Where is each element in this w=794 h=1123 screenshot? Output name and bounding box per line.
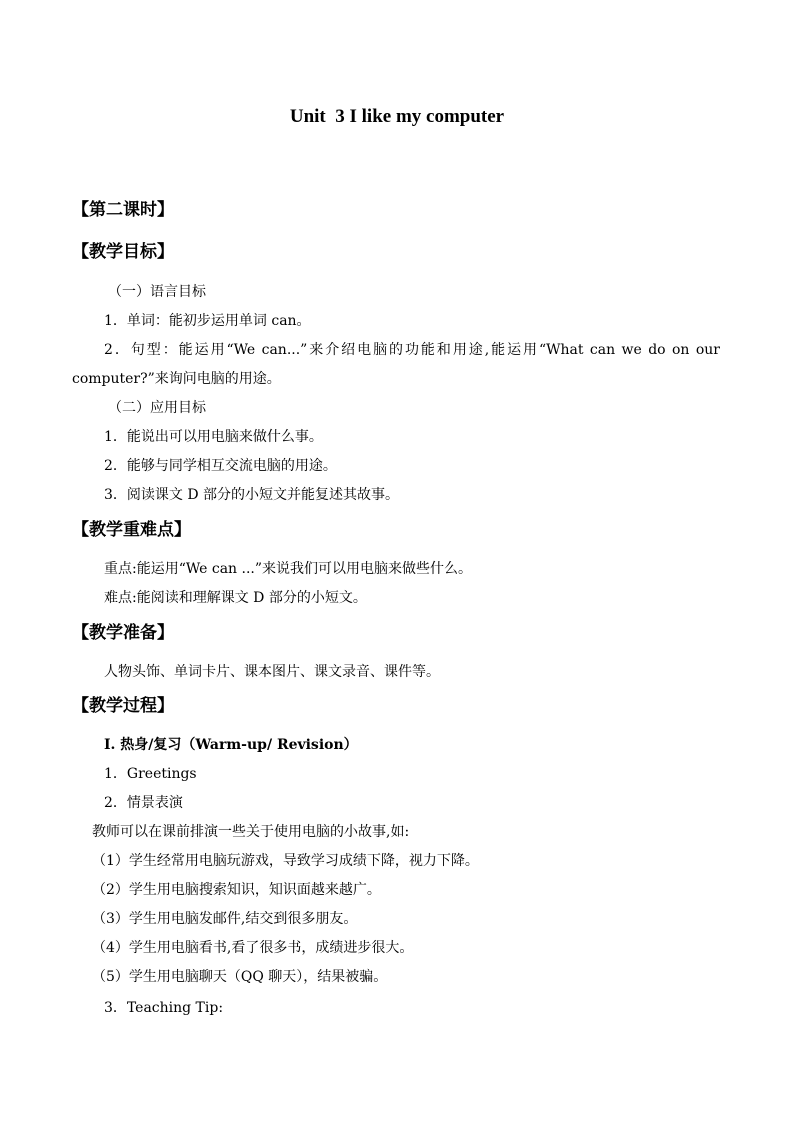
step-1-intro: 教师可以在课前排演一些关于使用电脑的小故事,如: [92, 824, 410, 840]
page-title: Unit 3 I like my computer [289, 106, 505, 127]
process-heading: 【教学过程】 [72, 696, 174, 716]
key-point-focus: 重点:能运用“We can ...”来说我们可以用电脑来做些什么。 [104, 561, 473, 577]
objective-item-2-line-2: computer?”来询问电脑的用途。 [72, 371, 281, 387]
preparation-text: 人物头饰、单词卡片、课本图片、课文录音、课件等。 [104, 664, 440, 680]
step-1-item-1: 1．Greetings [104, 766, 197, 782]
objective-item-2-line-1: 2．句型：能运用“We can...”来介绍电脑的功能和用途,能运用“What can we do on our [104, 342, 720, 358]
objective-item-1: 1．单词：能初步运用单词 can。 [104, 313, 311, 329]
step-1-title: I. 热身/复习（Warm-up/ Revision） [104, 737, 358, 753]
language-goal-subheading: （一）语言目标 [108, 284, 206, 300]
key-points-heading: 【教学重难点】 [72, 520, 191, 540]
story-item: （5）学生用电脑聊天（QQ 聊天），结果被骗。 [92, 969, 388, 985]
application-item-1: 1．能说出可以用电脑来做什么事。 [104, 429, 323, 445]
key-point-difficulty: 难点:能阅读和理解课文 D 部分的小短文。 [104, 590, 367, 606]
application-item-2: 2．能够与同学相互交流电脑的用途。 [104, 458, 337, 474]
lesson-heading: 【第二课时】 [72, 200, 174, 220]
step-1-item-2: 2．情景表演 [104, 795, 183, 811]
story-item: （4）学生用电脑看书,看了很多书，成绩进步很大。 [92, 940, 414, 956]
story-item: （1）学生经常用电脑玩游戏，导致学习成绩下降，视力下降。 [92, 853, 479, 869]
application-goal-subheading: （二）应用目标 [108, 400, 206, 416]
story-item: （3）学生用电脑发邮件,结交到很多朋友。 [92, 911, 358, 927]
preparation-heading: 【教学准备】 [72, 623, 174, 643]
story-item: （2）学生用电脑搜索知识，知识面越来越广。 [92, 882, 381, 898]
application-item-3: 3．阅读课文 D 部分的小短文并能复述其故事。 [104, 487, 400, 503]
step-1-item-3: 3．Teaching Tip: [104, 1000, 224, 1016]
objectives-heading: 【教学目标】 [72, 242, 174, 262]
